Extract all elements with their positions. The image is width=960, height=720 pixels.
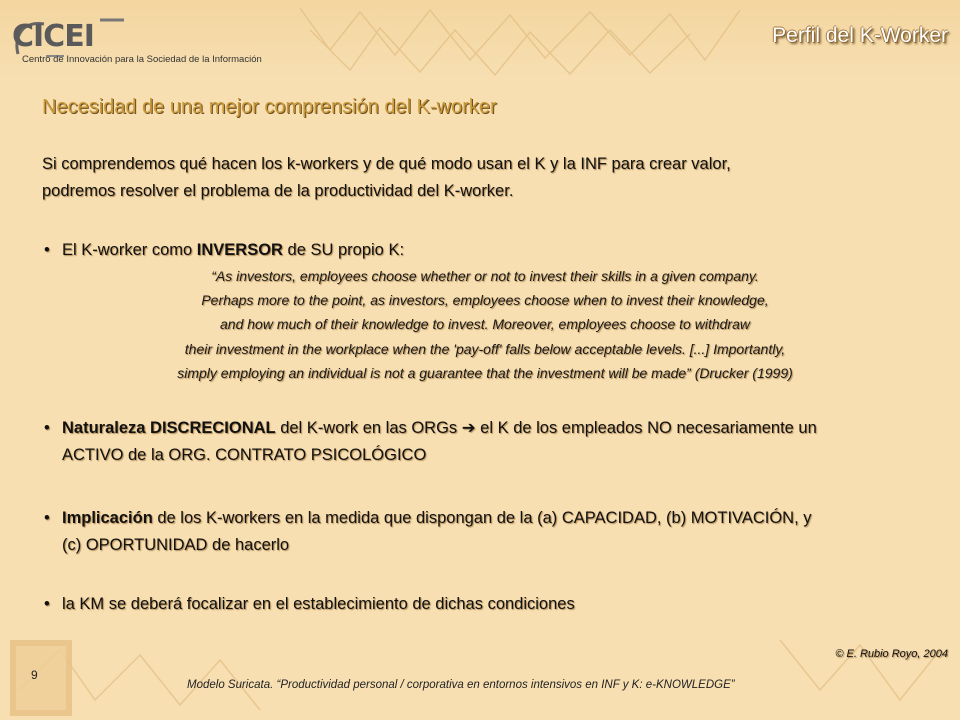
bullet-emphasis: INVERSOR — [196, 241, 283, 259]
bullet-emphasis: Naturaleza DISCRECIONAL — [62, 419, 276, 437]
bullet-dot: • — [44, 241, 50, 259]
quote-line: their investment in the workplace when the 'pay-off' falls below acceptable levels. [...] Importantly, — [184, 340, 786, 357]
intro-paragraph — [42, 151, 922, 205]
quote-line: simply employing an individual is not a guarantee that the investment will be made” (Drucker (1999) — [177, 364, 793, 381]
quote-line: “As investors, employees choose whether or not to invest their skills in a given company. — [211, 268, 759, 284]
bullet-text: ACTIVO de la ORG. CONTRATO PSICOLÓGICO — [62, 446, 427, 464]
bullet-emphasis: Implicación — [62, 509, 153, 527]
bullet-text: de los K-workers en la medida que dispongan de la (a) CAPACIDAD, (b) MOTIVACIÓN, y — [152, 509, 812, 527]
bullet-dot: • — [44, 509, 50, 527]
quote-line: Perhaps more to the point, as investors, employees choose when to invest their knowledge, — [201, 292, 769, 309]
page-number: 9 — [31, 668, 38, 682]
copyright: © E. Rubio Royo, 2004 — [835, 648, 948, 660]
bullet-text: El K-worker como — [62, 241, 197, 259]
bullet-text: de SU propio K: — [282, 241, 405, 259]
drucker-quote — [60, 264, 910, 385]
bullet-inversor — [44, 237, 934, 264]
bullet-discrecional — [44, 415, 934, 469]
section-title: Perfil del K-Worker — [772, 24, 948, 47]
intro-line: podremos resolver el problema de la productividad del K-worker. — [42, 182, 514, 200]
footer-text: Modelo Suricata. “Productividad personal / corporativa en entornos intensivos en INF y K: e-KNOWLEDGE” — [187, 679, 735, 691]
logo-text: CICEI — [12, 19, 94, 54]
bullet-dot: • — [44, 419, 50, 437]
bullet-text: del K-work en las ORGs ➔ el K de los empleados NO necesariamente un — [275, 419, 817, 437]
bullet-dot: • — [44, 595, 50, 613]
page-number-block — [10, 640, 72, 716]
logo-subtitle: Centro de Innovación para la Sociedad de la Información — [22, 54, 262, 65]
bullet-text: (c) OPORTUNIDAD de hacerlo — [62, 536, 290, 554]
slide-heading: Necesidad de una mejor comprensión del K-worker — [42, 96, 497, 118]
quote-line: and how much of their knowledge to invest. Moreover, employees choose to withdraw — [220, 316, 750, 333]
bullet-km — [44, 591, 934, 618]
intro-line: Si comprendemos qué hacen los k-workers y de qué modo usan el K y la INF para crear valor, — [42, 155, 731, 173]
bullet-implicacion — [44, 505, 934, 559]
bullet-text: la KM se deberá focalizar en el establecimiento de dichas condiciones — [62, 595, 575, 613]
